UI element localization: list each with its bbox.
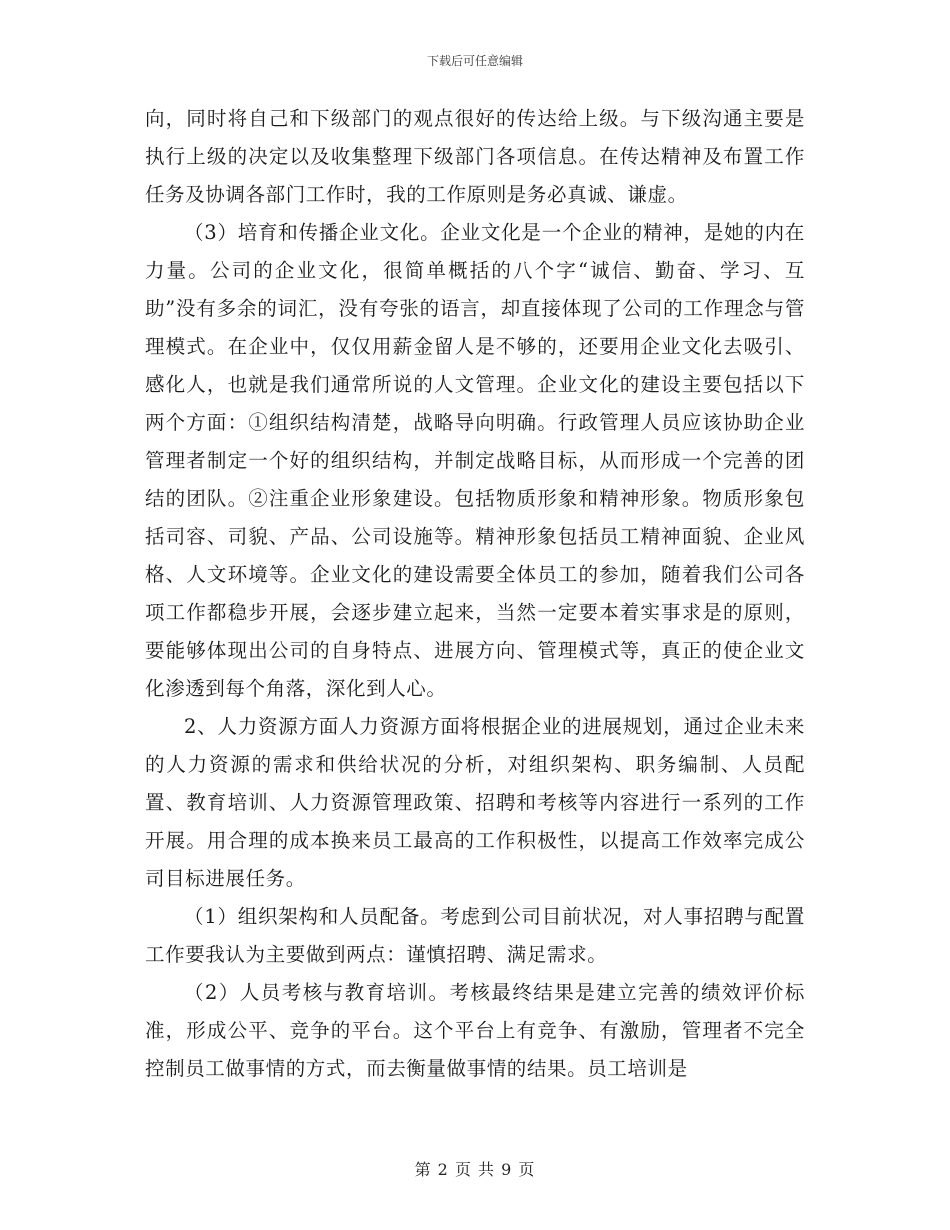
body-paragraph-3: 2、人力资源方面人力资源方面将根据企业的进展规划，通过企业未来的人力资源的需求和供给状况的分析，对组织架构、职务编制、人员配置、教育培训、人力资源管理政策、招聘和考核等内容进行一系列的工作开展。用合理的成本换来员工最高的工作积极性，以提高工作效率完成公司目标进展任务。 <box>145 715 805 890</box>
body-paragraph-2: （3）培育和传播企业文化。企业文化是一个企业的精神，是她的内在力量。公司的企业文化，很简单概括的八个字“诚信、勤奋、学习、互助”没有多余的词汇，没有夸张的语言，却直接体现了公司的工作理念与管理模式。在企业中，仅仅用薪金留人是不够的，还要用企业文化去吸引、感化人，也就是我们通常所说的人文管理。企业文化的建设主要包括以下两个方面：①组织结构清楚，战略导向明确。行政管理人员应该协助企业管理者制定一个好的组织结构，并制定战略目标，从而形成一个完善的团结的团队。②注重企业形象建设。包括物质形象和精神形象。物质形象包括司容、司貌、产品、公司设施等。精神形象包括员工精神面貌、企业风格、人文环境等。企业文化的建设需要全体员工的参加，随着我们公司各项工作都稳步开展，会逐步建立起来，当然一定要本着实事求是的原则，要能够体现出公司的自身特点、进展方向、管理模式等，真正的使企业文化渗透到每个角落，深化到人心。 <box>145 221 805 700</box>
page-number-footer: 第 2 页 共 9 页 <box>414 1160 536 1179</box>
body-paragraph-5: （2）人员考核与教育培训。考核最终结果是建立完善的绩效评价标准，形成公平、竞争的平台。这个平台上有竞争、有激励，管理者不完全控制员工做事情的方式，而去衡量做事情的结果。员工培训是 <box>145 981 805 1080</box>
page-header-note: 下载后可任意编辑 <box>426 54 523 68</box>
body-paragraph-4: （1）组织架构和人员配备。考虑到公司目前状况，对人事招聘与配置工作要我认为主要做到两点：谨慎招聘、满足需求。 <box>145 905 805 966</box>
body-paragraph-1: 向，同时将自己和下级部门的观点很好的传达给上级。与下级沟通主要是执行上级的决定以及收集整理下级部门各项信息。在传达精神及布置工作任务及协调各部门工作时，我的工作原则是务必真诚、谦虚。 <box>145 107 805 206</box>
document-body <box>145 100 805 1088</box>
